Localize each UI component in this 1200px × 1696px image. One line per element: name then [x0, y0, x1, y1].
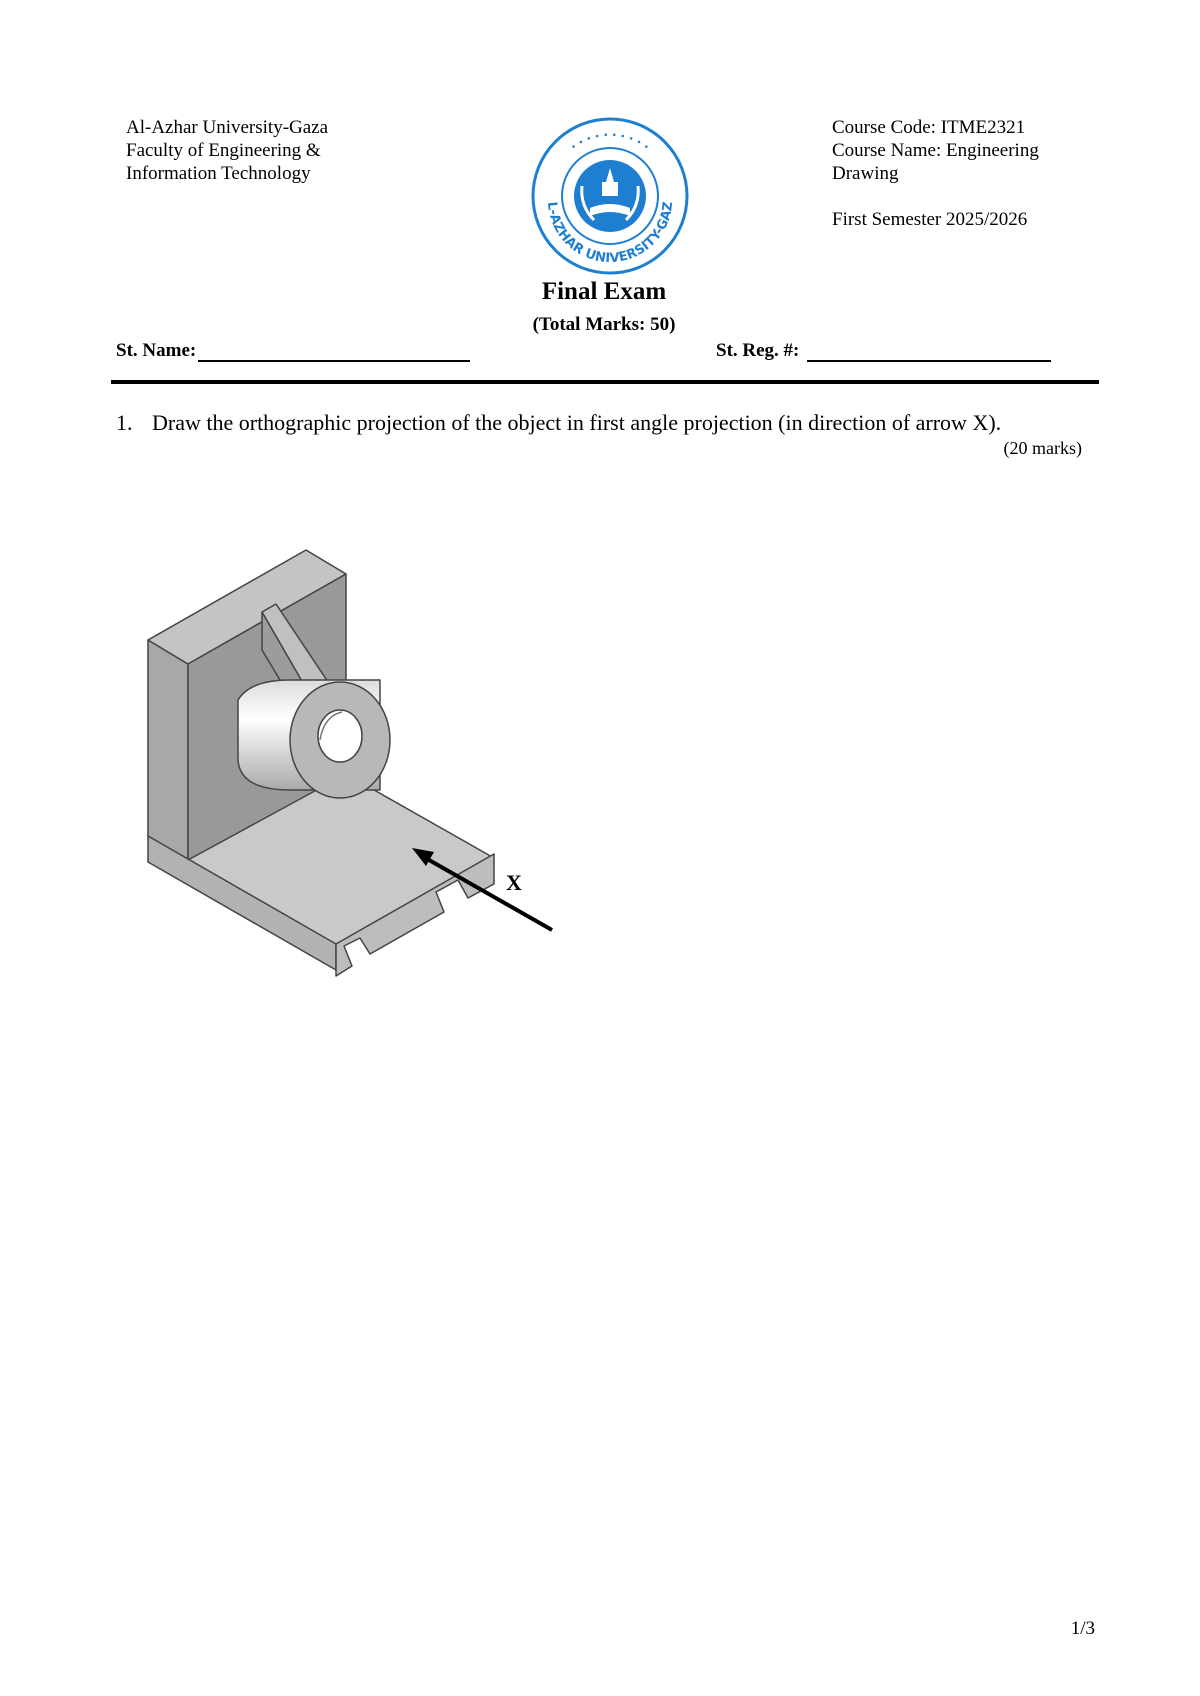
student-name-blank[interactable] — [198, 342, 470, 362]
arrow-label: X — [506, 870, 522, 895]
course-name-line-1: Course Name: Engineering — [832, 140, 1039, 161]
svg-text:AL-AZHAR UNIVERSITY-GAZA: L-AZHAR UNIVERSITY-GAZ — [543, 200, 677, 267]
header-divider — [111, 380, 1099, 384]
student-reg-label: St. Reg. #: — [716, 340, 800, 361]
course-name-line-2: Drawing — [832, 163, 899, 184]
student-reg-field[interactable] — [716, 340, 1051, 362]
course-info-block — [832, 116, 1092, 231]
isometric-object-drawing — [130, 540, 590, 1020]
svg-text:• • • • • • • • • •: • • • • • • • • • • — [569, 130, 651, 154]
university-seal-logo — [530, 116, 690, 276]
question-1 — [116, 410, 1001, 436]
university-name: Al-Azhar University-Gaza — [126, 117, 329, 138]
institution-block — [126, 116, 328, 185]
page-number: 1/3 — [1070, 1618, 1095, 1639]
student-name-label: St. Name: — [116, 340, 197, 361]
faculty-line-1: Faculty of Engineering & — [126, 140, 321, 161]
student-name-field[interactable] — [116, 340, 470, 362]
question-text: Draw the orthographic projection of the object in first angle projection (in direction of arrow X). — [152, 410, 1002, 435]
total-marks: (Total Marks: 50) — [532, 314, 676, 335]
student-reg-blank[interactable] — [807, 342, 1051, 362]
exam-title: Final Exam — [541, 278, 667, 305]
course-code: Course Code: ITME2321 — [832, 117, 1026, 138]
question-number: 1. — [116, 410, 133, 435]
semester: First Semester 2025/2026 — [832, 209, 1028, 230]
faculty-line-2: Information Technology — [126, 163, 311, 184]
question-marks: (20 marks) — [1003, 438, 1082, 458]
